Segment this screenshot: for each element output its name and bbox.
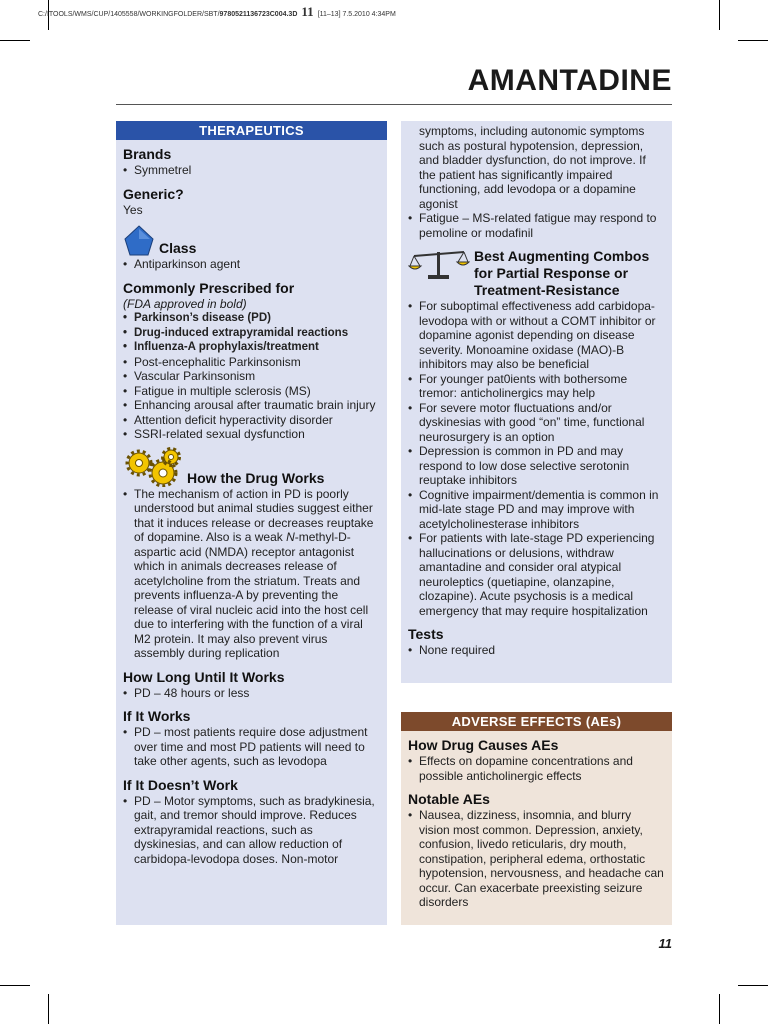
generic-value: Yes: [123, 202, 143, 217]
crop-mark: [719, 994, 720, 1024]
list-item: • For severe motor fluctuations and/or dyskinesias with good “on” time, functional neurosurgery is an option: [408, 401, 665, 445]
how-works-text-b: -methyl-D-aspartic acid (NMDA) receptor antagonist which in animals decreases release of acetylcholine from the striatum. Treats and prevents influenza-A by preventing the release of viral nucleic acid into the host cell due to interfering with the function of a viral M2 protein. It may also prevent virus assembly during replication: [134, 530, 369, 660]
how-works-italic: N: [286, 530, 295, 544]
list-item: • Symmetrel: [123, 163, 380, 178]
slug-page: 11: [301, 4, 314, 19]
how-works-heading: How the Drug Works: [187, 469, 325, 486]
combos-list: [408, 299, 665, 618]
class-list: [123, 257, 380, 272]
causes-list: [408, 754, 665, 783]
list-item: • Influenza-A prophylaxis/treatment: [123, 340, 380, 355]
list-item: • PD – Motor symptoms, such as bradykinesia, gait, and tremor should improve. Reduces extrapyramidal reactions, such as dyskinesias, and can allow reduction of carbidopa-levodopa doses. Non-motor: [123, 794, 380, 867]
title-rule: [116, 104, 672, 105]
list-item: • Drug-induced extrapyramidal reactions: [123, 326, 380, 341]
blue-diamond-icon: [123, 225, 155, 257]
list-item: • SSRI-related sexual dysfunction: [123, 427, 380, 442]
brands-list: [123, 163, 380, 178]
crop-mark: [738, 985, 768, 986]
gears-icon: [123, 447, 183, 487]
list-item: [123, 487, 380, 661]
list-item: • For suboptimal effectiveness add carbidopa-levodopa with or without a COMT inhibitor or dopamine agonist depending on disease severity. Monoamine oxidase (MAO)-B inhibitors may also be beneficial: [408, 299, 665, 372]
how-works-text-a: The mechanism of action in PD is poorly understood but animal studies suggest either that it induces release or decreases reuptake of dopamine. Also is a weak: [134, 486, 374, 544]
if-works-heading: If It Works: [123, 708, 191, 724]
combos-heading-row: [408, 248, 665, 299]
crop-mark: [48, 994, 49, 1024]
list-item: • Vascular Parkinsonism: [123, 369, 380, 384]
continued-list: [408, 211, 665, 240]
page-number: 11: [658, 936, 672, 951]
list-item: • Nausea, dizziness, insomnia, and blurry vision most common. Depression, anxiety, confusion, livedo reticularis, dry mouth, constipation, peripheral edema, orthostatic hypotension, nervousness, and headache can occur. Can exacerbate preexisting seizure disorders: [408, 808, 665, 910]
print-slug: [38, 4, 396, 20]
slug-meta: [11–13] 7.5.2010 4:34PM: [317, 11, 396, 18]
therapeutics-continued-panel: [401, 121, 672, 683]
notable-heading: Notable AEs: [408, 791, 490, 807]
crop-mark: [0, 985, 30, 986]
list-item: • PD – 48 hours or less: [123, 686, 380, 701]
class-heading-row: [123, 225, 380, 257]
how-long-list: [123, 686, 380, 701]
therapeutics-band: THERAPEUTICS: [116, 121, 387, 140]
list-item: • For younger pat0ients with bothersome tremor: anticholinergics may help: [408, 372, 665, 401]
if-works-list: [123, 725, 380, 769]
list-item: • Antiparkinson agent: [123, 257, 380, 272]
how-works-list: [123, 487, 380, 661]
list-item: • Attention deficit hyperactivity disorder: [123, 413, 380, 428]
crop-mark: [0, 40, 30, 41]
scale-icon: [408, 248, 470, 282]
prescribed-heading: Commonly Prescribed for: [123, 279, 295, 296]
adverse-effects-band: ADVERSE EFFECTS (AEs): [401, 712, 672, 731]
list-item: • None required: [408, 643, 665, 658]
generic-heading: Generic?: [123, 185, 184, 202]
therapeutics-panel: [116, 121, 387, 925]
list-item: • Fatigue in multiple sclerosis (MS): [123, 384, 380, 399]
list-item: • Enhancing arousal after traumatic brain injury: [123, 398, 380, 413]
how-long-heading: How Long Until It Works: [123, 668, 285, 685]
crop-mark: [738, 40, 768, 41]
adverse-effects-panel: [401, 712, 672, 925]
how-works-heading-row: [123, 447, 380, 487]
slug-path: C:/ITOOLS/WMS/CUP/1405558/WORKINGFOLDER/SBT/: [38, 11, 220, 18]
notable-list: [408, 808, 665, 910]
continued-text: symptoms, including autonomic symptoms such as postural hypotension, depression, and bladder dysfunction, do not improve. If the patient has significantly impaired functioning, add levodopa or a dopamine agonist: [419, 124, 646, 211]
list-item: • For patients with late-stage PD experiencing hallucinations or delusions, withdraw amantadine and consider oral atypical neuroleptics (quetiapine, olanzapine, clozapine). Acute psychosis is a medical emergency that may require hospitalization: [408, 531, 665, 618]
prescribed-note: (FDA approved in bold): [123, 296, 247, 311]
if-not-heading: If It Doesn’t Work: [123, 776, 238, 793]
list-item: • Fatigue – MS-related fatigue may respond to pemoline or modafinil: [408, 211, 665, 240]
causes-heading: How Drug Causes AEs: [408, 737, 559, 753]
list-item: • Effects on dopamine concentrations and possible anticholinergic effects: [408, 754, 665, 783]
drug-title: AMANTADINE: [467, 64, 672, 97]
list-item: • Parkinson’s disease (PD): [123, 311, 380, 326]
slug-file: 9780521136723C004.3D: [219, 11, 298, 18]
class-heading: Class: [159, 240, 197, 256]
if-not-list: [123, 794, 380, 867]
list-item: • Depression is common in PD and may respond to low dose selective serotonin reuptake inhibitors: [408, 444, 665, 488]
combos-heading: Best Augmenting Combos for Partial Response or Treatment-Resistance: [474, 248, 650, 298]
list-item: • Cognitive impairment/dementia is common in mid-late stage PD and may improve with acetylcholinesterase inhibitors: [408, 488, 665, 532]
brands-heading: Brands: [123, 146, 172, 162]
list-item: • PD – most patients require dose adjustment over time and most PD patients will need to take other agents, such as levodopa: [123, 725, 380, 769]
tests-heading: Tests: [408, 626, 444, 642]
prescribed-list: [123, 311, 380, 442]
crop-mark: [719, 0, 720, 30]
tests-list: [408, 643, 665, 658]
list-item: • Post-encephalitic Parkinsonism: [123, 355, 380, 370]
